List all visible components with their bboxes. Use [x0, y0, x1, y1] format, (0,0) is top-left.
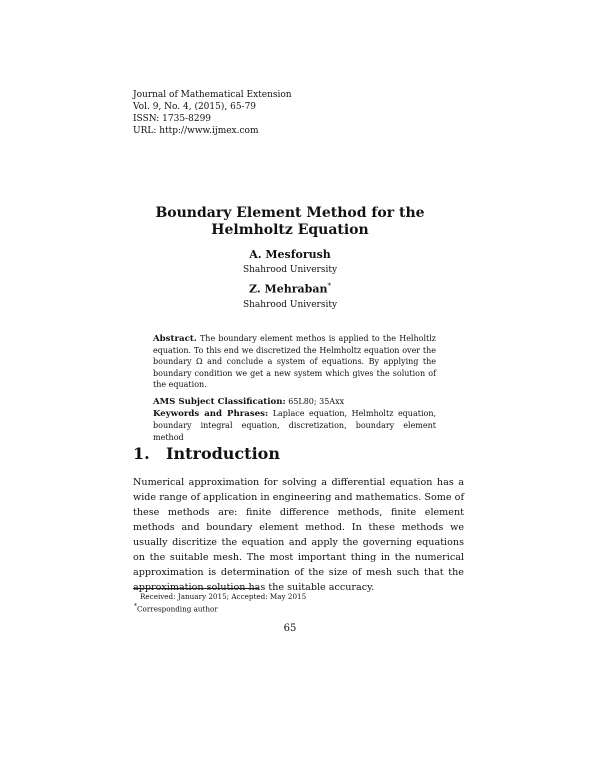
corresponding-footnote: *Corresponding author: [134, 603, 218, 614]
section-heading: [133, 444, 280, 463]
footnotes: [134, 592, 307, 614]
journal-issn: ISSN: 1735-8299: [133, 114, 212, 124]
received-date: Received: January 2015; Accepted: May 2015: [140, 592, 307, 601]
ams-classification: [153, 396, 436, 408]
author-affiliation: Shahrood University: [242, 265, 338, 275]
keywords-text: Laplace equation, Helmholtz equation, boundary integral equation, discretization, boundary element method: [153, 409, 437, 442]
intro-paragraph: Numerical approximation for solving a differential equation has a wide range of application in engineering and mathematics. Some of these methods are: finite difference methods, finite element methods and boundary element method. In these methods we usually discritize the equation and apply the governing equations on the suitable mesh. The most important thing in the numerical approximation is determination of the size of mesh such that the approximation solution has the suitable accuracy.: [133, 477, 464, 593]
footnote-rule: [133, 588, 259, 589]
journal-name: Journal of Mathematical Extension: [133, 90, 292, 100]
section-number: 1.: [133, 444, 150, 463]
title-line-2: Helmholtz Equation: [211, 222, 369, 238]
ams-label: AMS Subject Classification:: [153, 397, 286, 408]
author-block-1: [0, 248, 580, 275]
ams-text: 65L80; 35Axx: [288, 397, 345, 407]
paper-title: [0, 205, 580, 239]
journal-url: URL: http://www.ijmex.com: [133, 126, 259, 136]
author-affiliation: Shahrood University: [242, 299, 338, 310]
author-block-2: [0, 282, 580, 310]
corresponding-mark: *: [327, 282, 331, 290]
title-line-1: Boundary Element Method for the: [155, 205, 425, 221]
abstract-label: Abstract.: [153, 334, 197, 344]
abstract-block: [153, 333, 436, 443]
section-title: Introduction: [166, 444, 280, 463]
page-number: 65: [283, 623, 297, 634]
author-name: A. Mesforush: [249, 248, 331, 261]
abstract-paragraph: [153, 333, 436, 390]
author-name: Z. Mehraban*: [249, 282, 331, 296]
journal-header: [133, 89, 292, 137]
journal-volume: Vol. 9, No. 4, (2015), 65-79: [133, 102, 257, 112]
keywords-label: Keywords and Phrases:: [153, 409, 269, 420]
abstract-text: The boundary element methos is applied to the Helholtlz equation. To this end we discretized the Helmholtz equation over the boundary Ω and conclude a system of equations. By applying the boundary condition we get a new system which gives the solution of the equation.: [153, 334, 436, 389]
keywords: [153, 408, 436, 443]
